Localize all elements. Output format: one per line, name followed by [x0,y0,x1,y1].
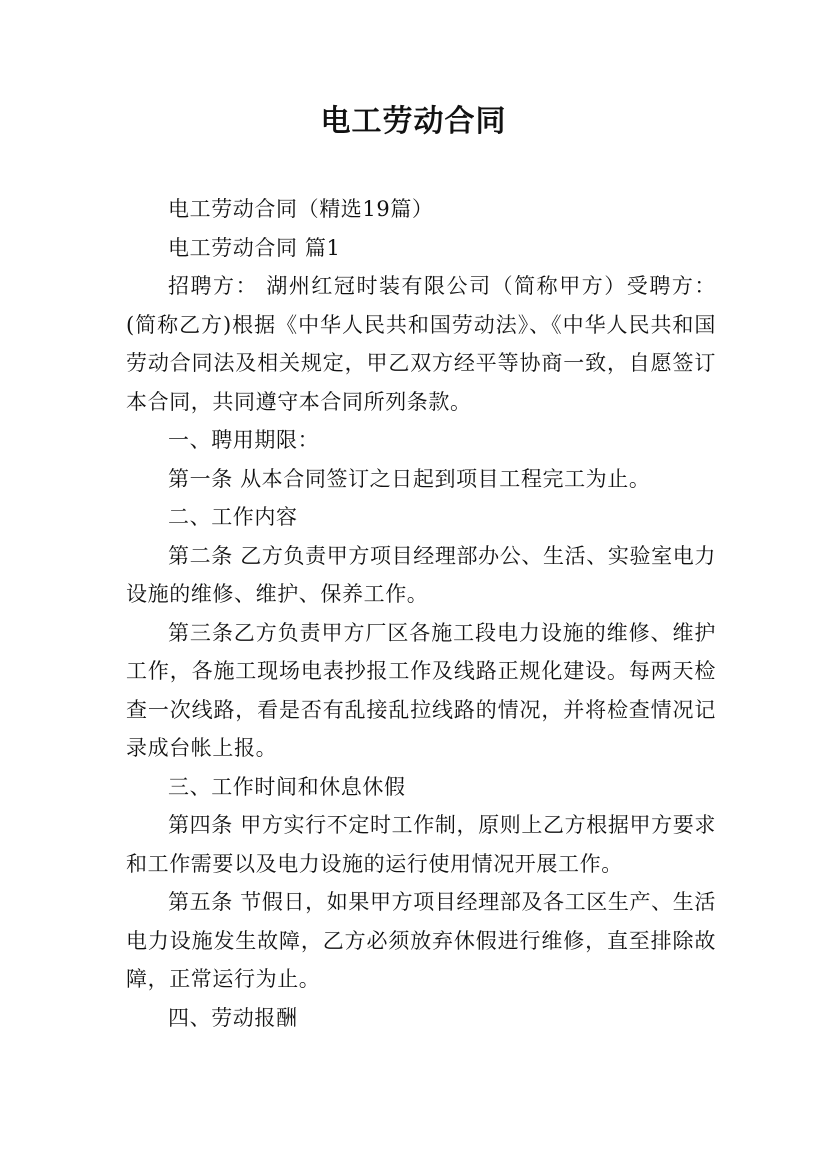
doc-article-3: 第三条乙方负责甲方厂区各施工段电力设施的维修、维护工作，各施工现场电表抄报工作及线路正规化建设。每两天检查一次线路，看是否有乱接乱拉线路的情况，并将检查情况记录成台帐上报。 [126,620,716,760]
doc-article-1: 第一条 从本合同签订之日起到项目工程完工为止。 [168,466,651,491]
document-body [126,190,716,1037]
doc-heading-work-time: 三、工作时间和休息休假 [168,774,406,799]
doc-article-4: 第四条 甲方实行不定时工作制，原则上乙方根据甲方要求和工作需要以及电力设施的运行使用情况开展工作。 [126,813,716,876]
doc-article-2: 第二条 乙方负责甲方项目经理部办公、生活、实验室电力设施的维修、维护、保养工作。 [126,543,716,606]
document-title: 电工劳动合同 [320,104,507,139]
doc-section-label: 电工劳动合同 篇1 [168,235,341,260]
doc-heading-term: 一、聘用期限： [168,428,320,452]
doc-article-5: 第五条 节假日，如果甲方项目经理部及各工区生产、生活电力设施发生故障，乙方必须放弃休假进行维修，直至排除故障，正常运行为止。 [126,890,716,991]
doc-heading-work-content: 二、工作内容 [168,505,298,529]
doc-paragraph-parties: 招聘方： 湖州红冠时装有限公司（简称甲方）受聘方：(简称乙方)根据《中华人民共和国劳动法》、《中华人民共和国劳动合同法及相关规定，甲乙双方经平等协商一致，自愿签订本合同，共同遵守本合同所列条款。 [126,274,716,414]
doc-heading-remuneration: 四、劳动报酬 [168,1005,298,1030]
doc-heading-summary: 电工劳动合同（精选19篇） [168,197,434,221]
